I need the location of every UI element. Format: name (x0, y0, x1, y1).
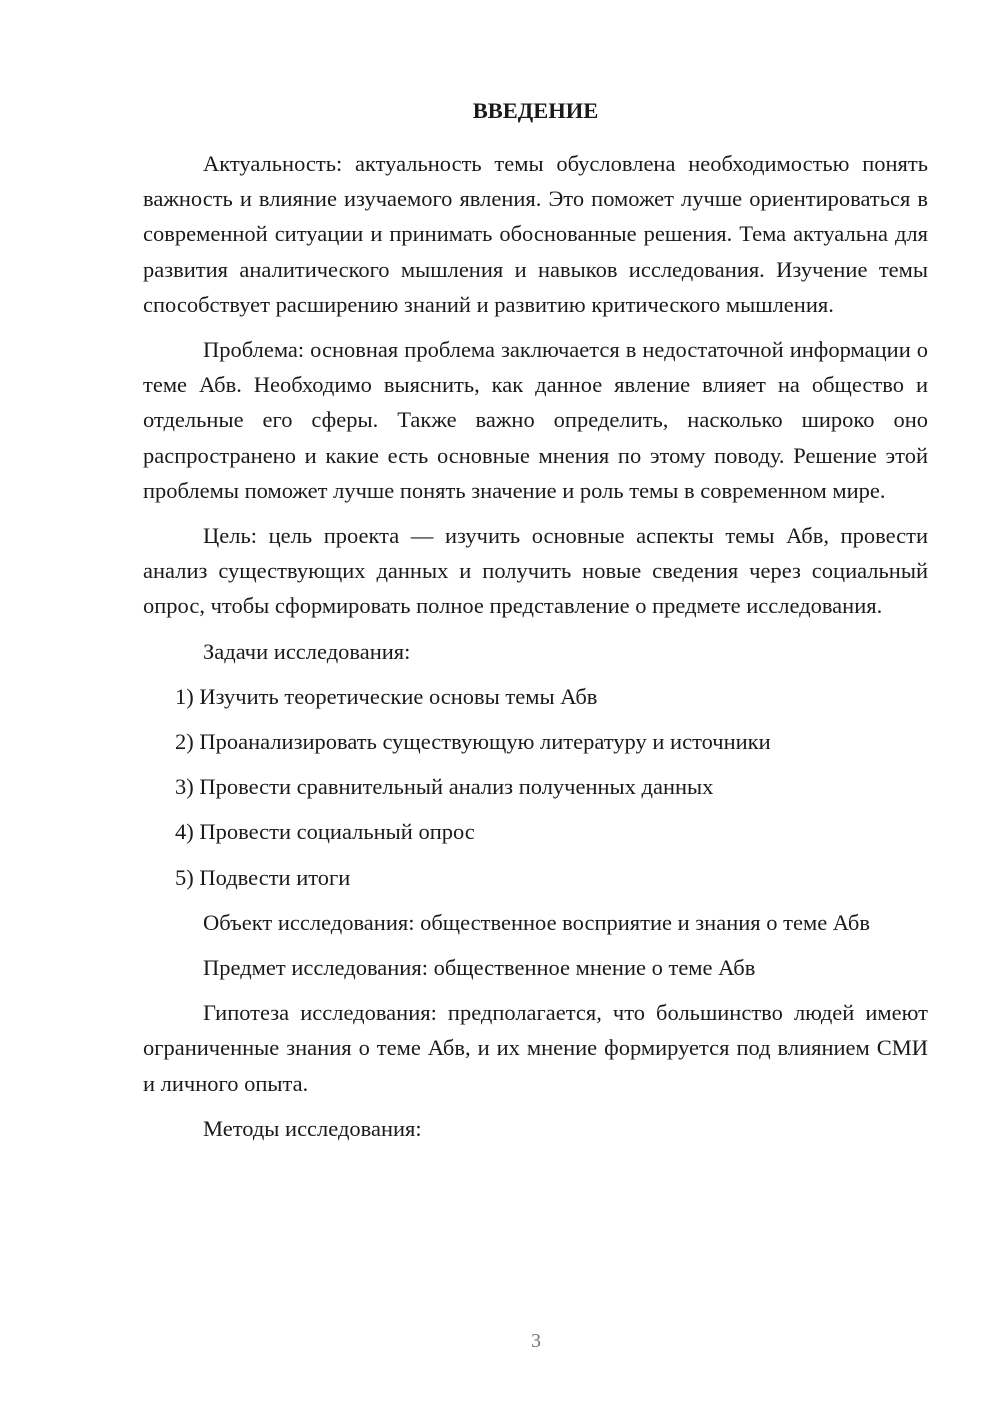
tasks-heading: Задачи исследования: (203, 638, 411, 664)
section-heading: ВВЕДЕНИЕ (472, 98, 599, 123)
task-item-4: 4) Провести социальный опрос (175, 819, 475, 845)
task-item-1: 1) Изучить теоретические основы темы Абв (175, 683, 598, 709)
methods-heading: Методы исследования: (203, 1115, 422, 1141)
hypothesis-paragraph: Гипотеза исследования: предполагается, что большинство людей имеют ограниченные знания о теме Абв, и их мнение формируется под влиянием СМИ и личного опыта. (143, 1000, 928, 1096)
task-item-5: 5) Подвести итоги (175, 864, 351, 890)
problem-paragraph: Проблема: основная проблема заключается в недостаточной информации о теме Абв. Необходимо выяснить, как данное явление влияет на общество и отдельные его сферы. Также важно определить, насколько широко оно распространено и какие есть основные мнения по этому поводу. Решение этой проблемы поможет лучше понять значение и роль темы в современном мире. (143, 337, 928, 503)
page-number: 3 (531, 1330, 541, 1352)
subject-paragraph: Предмет исследования: общественное мнение о теме Абв (203, 955, 756, 981)
task-item-3: 3) Провести сравнительный анализ полученных данных (175, 774, 714, 800)
goal-paragraph: Цель: цель проекта — изучить основные аспекты темы Абв, провести анализ существующих данных и получить новые сведения через социальный опрос, чтобы сформировать полное представление о предмете исследования. (143, 523, 928, 619)
relevance-paragraph: Актуальность: актуальность темы обусловлена необходимостью понять важность и влияние изучаемого явления. Это поможет лучше ориентироваться в современной ситуации и принимать обоснованные решения. Тема актуальна для развития аналитического мышления и навыков исследования. Изучение темы способствует расширению знаний и развитию критического мышления. (143, 151, 928, 317)
page-content (143, 93, 928, 1156)
object-paragraph: Объект исследования: общественное восприятие и знания о теме Абв (203, 909, 870, 935)
tasks-list (143, 679, 928, 895)
task-item-2: 2) Проанализировать существующую литературу и источники (175, 729, 771, 755)
